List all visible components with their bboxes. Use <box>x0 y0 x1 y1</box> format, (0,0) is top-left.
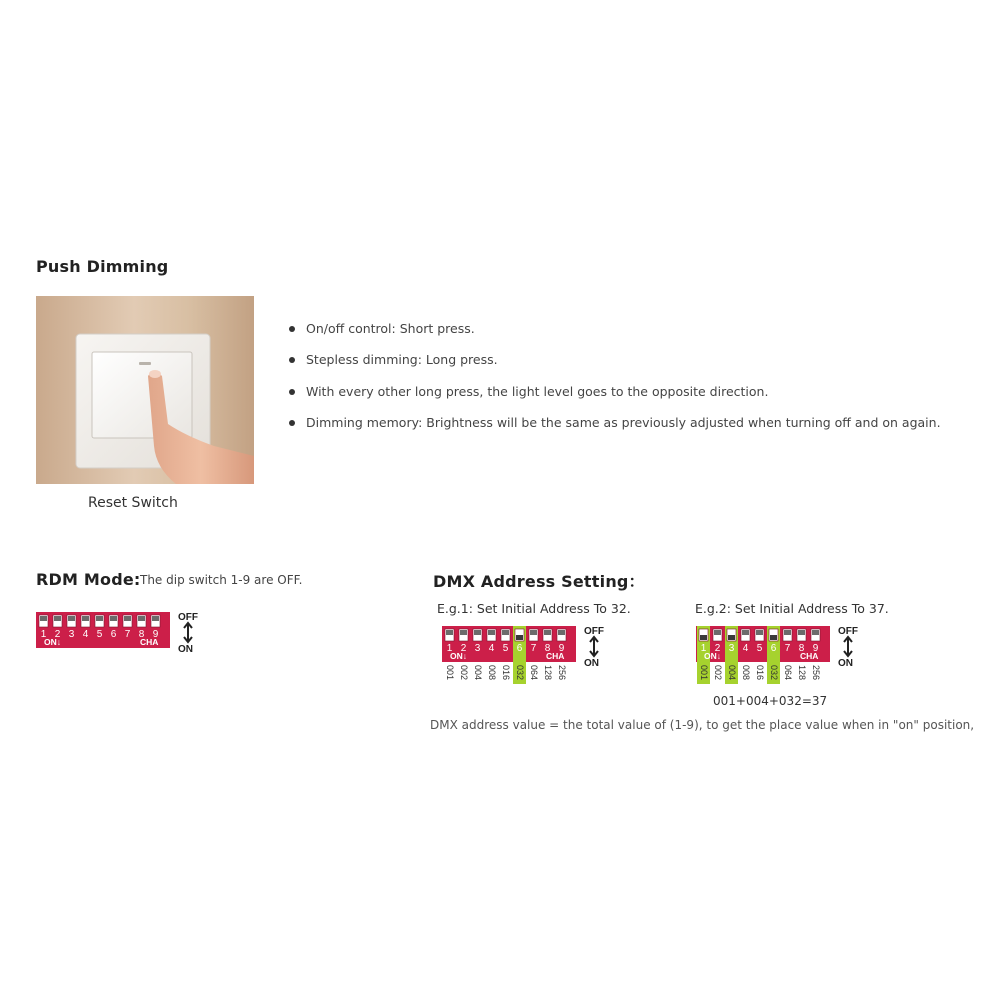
off-side-label: OFF <box>838 626 858 637</box>
switch-number-4: 4 <box>488 643 495 654</box>
rdm-description: The dip switch 1-9 are OFF. <box>140 573 303 587</box>
place-value-001: 001 <box>445 665 456 681</box>
place-value-016: 016 <box>755 665 766 681</box>
place-value-002: 002 <box>459 665 470 681</box>
switch-number-1: 1 <box>700 643 707 654</box>
switch-number-4: 4 <box>742 643 749 654</box>
switch-knob-7 <box>530 630 537 635</box>
switch-number-5: 5 <box>96 629 103 640</box>
switch-number-7: 7 <box>530 643 537 654</box>
dip-switch-graphic <box>696 624 876 686</box>
switch-number-3: 3 <box>474 643 481 654</box>
place-value-032: 032 <box>515 665 526 681</box>
bullet-icon <box>289 357 295 363</box>
example2-title: E.g.2: Set Initial Address To 37. <box>695 601 889 616</box>
place-value-016: 016 <box>501 665 512 681</box>
on-side-label: ON <box>584 658 599 669</box>
switch-knob-2 <box>460 630 467 635</box>
reset-switch-illustration <box>36 296 254 484</box>
switch-number-2: 2 <box>714 643 721 654</box>
up-down-arrow-icon <box>844 637 852 656</box>
switch-knob-1 <box>40 616 47 621</box>
place-value-004: 004 <box>473 665 484 681</box>
switch-knob-9 <box>558 630 565 635</box>
switch-knob-8 <box>798 630 805 635</box>
switch-knob-9 <box>152 616 159 621</box>
switch-knob-5 <box>756 630 763 635</box>
switch-number-9: 9 <box>812 643 819 654</box>
cha-label: CHA <box>800 651 819 661</box>
place-value-032: 032 <box>769 665 780 681</box>
rdm-mode-title: RDM Mode: <box>36 570 141 589</box>
feature-item: On/off control: Short press. <box>289 320 941 351</box>
switch-number-7: 7 <box>784 643 791 654</box>
place-value-064: 064 <box>529 665 540 681</box>
switch-knob-6 <box>516 635 523 640</box>
up-down-arrow-icon <box>184 623 192 642</box>
switch-knob-5 <box>96 616 103 621</box>
example1-dip-switch <box>442 624 622 690</box>
on-side-label: ON <box>178 644 193 654</box>
place-value-128: 128 <box>797 665 808 681</box>
switch-number-6: 6 <box>110 629 117 640</box>
off-side-label: OFF <box>178 612 198 623</box>
switch-number-3: 3 <box>68 629 75 640</box>
switch-knob-9 <box>812 630 819 635</box>
switch-number-4: 4 <box>82 629 89 640</box>
switch-knob-4 <box>82 616 89 621</box>
switch-number-8: 8 <box>138 629 145 640</box>
dip-switch-graphic <box>442 624 622 686</box>
switch-knob-6 <box>110 616 117 621</box>
switch-number-9: 9 <box>152 629 159 640</box>
up-down-arrow-icon <box>590 637 598 656</box>
switch-knob-3 <box>474 630 481 635</box>
switch-knob-3 <box>728 635 735 640</box>
switch-knob-2 <box>714 630 721 635</box>
example2-sum: 001+004+032=37 <box>713 694 828 708</box>
switch-number-8: 8 <box>544 643 551 654</box>
switch-knob-3 <box>68 616 75 621</box>
on-direction-label: ON↓ <box>44 637 61 647</box>
place-value-128: 128 <box>543 665 554 681</box>
switch-knob-5 <box>502 630 509 635</box>
switch-number-9: 9 <box>558 643 565 654</box>
off-side-label: OFF <box>584 626 604 637</box>
switch-knob-8 <box>544 630 551 635</box>
dmx-title: DMX Address Setting： <box>433 572 645 591</box>
place-value-064: 064 <box>783 665 794 681</box>
example1-title: E.g.1: Set Initial Address To 32. <box>437 601 631 616</box>
place-value-001: 001 <box>699 665 710 681</box>
switch-knob-4 <box>488 630 495 635</box>
push-dimming-title: Push Dimming <box>36 257 169 276</box>
switch-number-2: 2 <box>54 629 61 640</box>
cha-label: CHA <box>546 651 565 661</box>
switch-knob-7 <box>784 630 791 635</box>
on-side-label: ON <box>838 658 853 669</box>
on-direction-label: ON↓ <box>704 651 721 661</box>
bullet-icon <box>289 389 295 395</box>
switch-knob-2 <box>54 616 61 621</box>
switch-knob-1 <box>446 630 453 635</box>
feature-list <box>289 320 941 445</box>
reset-switch-photo <box>36 296 254 484</box>
on-direction-label: ON↓ <box>450 651 467 661</box>
switch-knob-1 <box>700 635 707 640</box>
switch-number-3: 3 <box>728 643 735 654</box>
place-value-002: 002 <box>713 665 724 681</box>
switch-number-8: 8 <box>798 643 805 654</box>
switch-number-1: 1 <box>446 643 453 654</box>
example2-dip-switch <box>696 624 876 690</box>
feature-item: Dimming memory: Brightness will be the same as previously adjusted when turning off and on again. <box>289 414 941 445</box>
place-value-008: 008 <box>487 665 498 681</box>
switch-knob-6 <box>770 635 777 640</box>
switch-number-7: 7 <box>124 629 131 640</box>
feature-item: Stepless dimming: Long press. <box>289 351 941 382</box>
place-value-256: 256 <box>811 665 822 681</box>
switch-number-6: 6 <box>516 643 523 654</box>
switch-number-2: 2 <box>460 643 467 654</box>
switch-number-5: 5 <box>502 643 509 654</box>
bullet-icon <box>289 326 295 332</box>
switch-number-6: 6 <box>770 643 777 654</box>
dip-switch-graphic <box>36 610 216 654</box>
switch-number-5: 5 <box>756 643 763 654</box>
cha-label: CHA <box>140 637 159 647</box>
image-caption: Reset Switch <box>88 495 178 511</box>
switch-knob-4 <box>742 630 749 635</box>
place-value-004: 004 <box>727 665 738 681</box>
switch-knob-8 <box>138 616 145 621</box>
switch-knob-7 <box>124 616 131 621</box>
place-value-256: 256 <box>557 665 568 681</box>
switch-number-1: 1 <box>40 629 47 640</box>
feature-item: With every other long press, the light level goes to the opposite direction. <box>289 383 941 414</box>
rdm-dip-switch <box>36 610 216 658</box>
bullet-icon <box>289 420 295 426</box>
place-value-008: 008 <box>741 665 752 681</box>
dmx-note: DMX address value = the total value of (1-9), to get the place value when in "on" position, <box>430 718 975 732</box>
